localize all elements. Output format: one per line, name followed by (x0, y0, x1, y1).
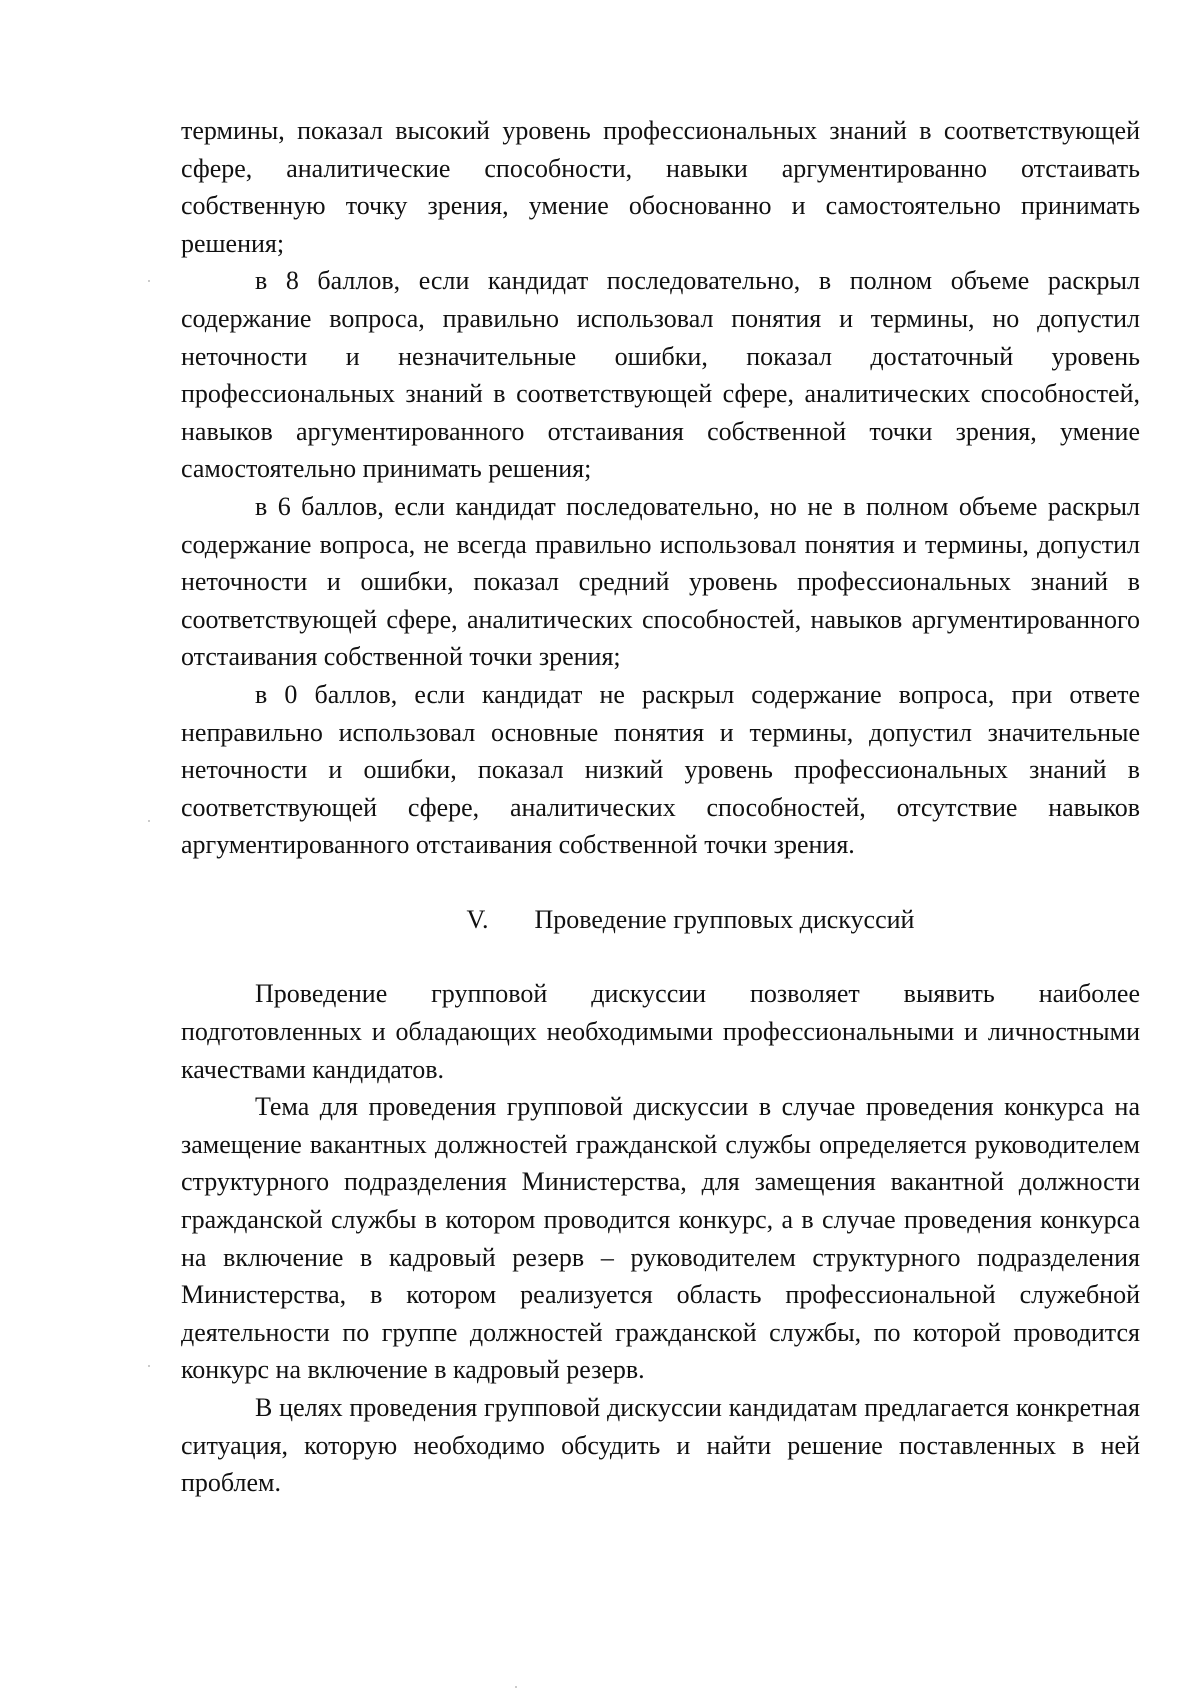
section-number: V. (466, 904, 489, 934)
paragraph-0-points: в 0 баллов, если кандидат не раскрыл содержание вопроса, при ответе неправильно использовал основные понятия и термины, допустил значительные неточности и ошибки, показал низкий уровень профессиональных знаний в соответствующей сфере, аналитических способностей, отсутствие навыков аргументированного отстаивания собственной точки зрения. (181, 679, 1140, 860)
scan-speck (148, 280, 150, 282)
scan-speck (515, 1686, 517, 1688)
paragraph-discussion-situation: В целях проведения групповой дискуссии кандидатам предлагается конкретная ситуация, которую необходимо обсудить и найти решение поставленных в ней проблем. (181, 1393, 1140, 1498)
paragraph-continuation: термины, показал высокий уровень профессиональных знаний в соответствующей сфере, аналитические способности, навыки аргументированно отстаивать собственную точку зрения, умение обоснованно и самостоятельно принимать решения; (181, 116, 1140, 258)
section-heading (181, 901, 1140, 939)
paragraph-discussion-topic: Тема для проведения групповой дискуссии в случае проведения конкурса на замещение вакантных должностей гражданской службы определяется руководителем структурного подразделения Министерства, для замещения вакантной должности гражданской службы в котором проводится конкурс, а в случае проведения конкурса на включение в кадровый резерв – руководителем структурного подразделения Министерства, в котором реализуется область профессиональной служебной деятельности по группе должностей гражданской службы, по которой проводится конкурс на включение в кадровый резерв. (181, 1092, 1140, 1385)
paragraph-discussion-purpose: Проведение групповой дискуссии позволяет выявить наиболее подготовленных и обладающих необходимыми профессиональными и личностными качествами кандидатов. (181, 979, 1140, 1084)
section-title: Проведение групповых дискуссий (534, 904, 915, 934)
document-body (181, 112, 1140, 1502)
scan-speck (148, 1365, 150, 1367)
paragraph-8-points: в 8 баллов, если кандидат последовательно, в полном объеме раскрыл содержание вопроса, правильно использовал понятия и термины, но допустил неточности и незначительные ошибки, показал достаточный уровень профессиональных знаний в соответствующей сфере, аналитических способностей, навыков аргументированного отстаивания собственной точки зрения, умение самостоятельно принимать решения; (181, 266, 1140, 484)
scan-speck (148, 820, 150, 822)
paragraph-6-points: в 6 баллов, если кандидат последовательно, но не в полном объеме раскрыл содержание вопроса, не всегда правильно использовал понятия и термины, допустил неточности и ошибки, показал средний уровень профессиональных знаний в соответствующей сфере, аналитических способностей, навыков аргументированного отстаивания собственной точки зрения; (181, 491, 1140, 672)
